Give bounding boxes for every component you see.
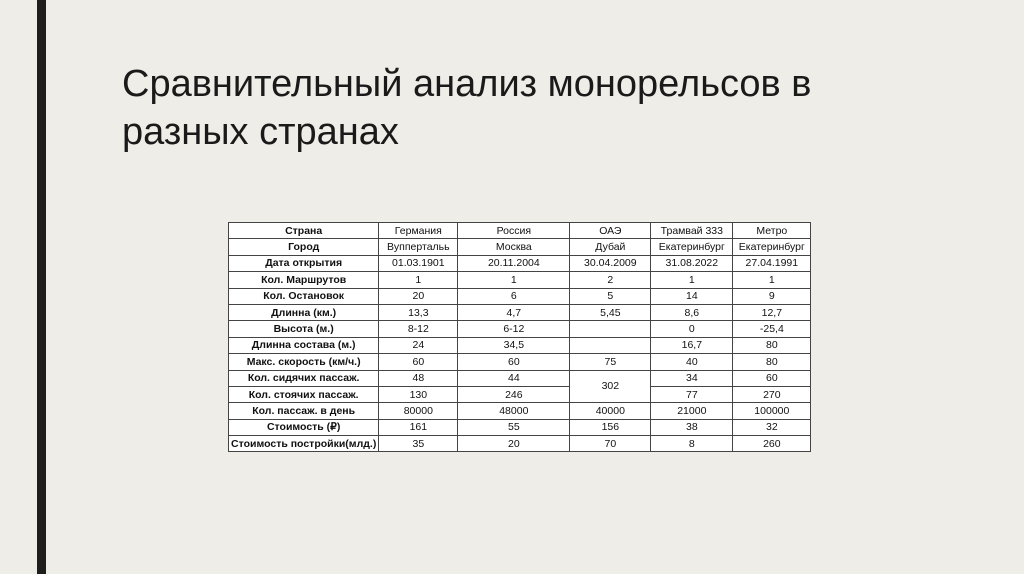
table-cell: 80000 (379, 403, 458, 419)
table-cell (570, 321, 651, 337)
table-cell: 80 (733, 354, 811, 370)
table-cell: 48000 (458, 403, 570, 419)
row-label: Макс. скорость (км/ч.) (229, 354, 379, 370)
table-cell: 24 (379, 337, 458, 353)
table-cell: Екатеринбург (651, 239, 733, 255)
row-label: Длинна (км.) (229, 304, 379, 320)
row-label: Стоимость (₽) (229, 419, 379, 435)
table-row (229, 304, 811, 320)
row-label: Стоимость постройки(млд.) (229, 436, 379, 452)
table-row (229, 337, 811, 353)
table-cell: 70 (570, 436, 651, 452)
table-cell: 80 (733, 337, 811, 353)
row-label: Город (229, 239, 379, 255)
table-cell: -25,4 (733, 321, 811, 337)
table-cell: 5 (570, 288, 651, 304)
table-cell: 260 (733, 436, 811, 452)
table-row (229, 272, 811, 288)
table-cell: 130 (379, 386, 458, 402)
table-cell: 5,45 (570, 304, 651, 320)
comparison-table (228, 222, 811, 452)
table-cell: 0 (651, 321, 733, 337)
table-cell: 27.04.1991 (733, 255, 811, 271)
table-cell: 01.03.1901 (379, 255, 458, 271)
slide-title: Сравнительный анализ монорельсов в разных странах (122, 63, 812, 153)
row-label: Кол. стоячих пассаж. (229, 386, 379, 402)
row-label: Кол. Маршрутов (229, 272, 379, 288)
table-cell: 34,5 (458, 337, 570, 353)
table-cell: 1 (733, 272, 811, 288)
table-cell: 8-12 (379, 321, 458, 337)
table-cell: 40000 (570, 403, 651, 419)
table-cell: 20 (458, 436, 570, 452)
table-cell: 9 (733, 288, 811, 304)
table-cell: 20 (379, 288, 458, 304)
table-cell: Вуппертальь (379, 239, 458, 255)
table-cell: 161 (379, 419, 458, 435)
table-cell: 6 (458, 288, 570, 304)
table-row (229, 370, 811, 386)
table-cell: 13,3 (379, 304, 458, 320)
row-label: Страна (229, 223, 379, 239)
table-cell: 8,6 (651, 304, 733, 320)
table-row (229, 386, 811, 402)
table-cell: 44 (458, 370, 570, 386)
table-cell: Екатеринбург (733, 239, 811, 255)
table-row (229, 255, 811, 271)
table-row (229, 288, 811, 304)
table-cell: ОАЭ (570, 223, 651, 239)
table-cell: 40 (651, 354, 733, 370)
row-label: Высота (м.) (229, 321, 379, 337)
table-cell: 20.11.2004 (458, 255, 570, 271)
table-cell: 32 (733, 419, 811, 435)
table-cell: 21000 (651, 403, 733, 419)
table-cell: 31.08.2022 (651, 255, 733, 271)
table-row (229, 419, 811, 435)
table-row (229, 239, 811, 255)
table-cell (570, 337, 651, 353)
table-cell: 77 (651, 386, 733, 402)
table-cell: 38 (651, 419, 733, 435)
table-cell-merged: 302 (570, 370, 651, 403)
table-row (229, 354, 811, 370)
row-label: Кол. пассаж. в день (229, 403, 379, 419)
table-cell: 100000 (733, 403, 811, 419)
table-cell: Германия (379, 223, 458, 239)
table-cell: Дубай (570, 239, 651, 255)
row-label: Кол. Остановок (229, 288, 379, 304)
table-cell: 270 (733, 386, 811, 402)
table-cell: 35 (379, 436, 458, 452)
table-row (229, 321, 811, 337)
table-cell: 156 (570, 419, 651, 435)
table-cell: 48 (379, 370, 458, 386)
row-label: Длинна состава (м.) (229, 337, 379, 353)
table-cell: 34 (651, 370, 733, 386)
table-cell: 60 (379, 354, 458, 370)
table-cell: Метро (733, 223, 811, 239)
comparison-table-container (228, 222, 811, 452)
table-cell: 1 (458, 272, 570, 288)
table-cell: 30.04.2009 (570, 255, 651, 271)
table-row (229, 223, 811, 239)
table-cell: 1 (651, 272, 733, 288)
table-cell: 14 (651, 288, 733, 304)
row-label: Кол. сидячих пассаж. (229, 370, 379, 386)
accent-bar (37, 0, 46, 574)
table-cell: Москва (458, 239, 570, 255)
table-cell: 246 (458, 386, 570, 402)
table-cell: 6-12 (458, 321, 570, 337)
table-cell: 12,7 (733, 304, 811, 320)
table-row (229, 403, 811, 419)
table-cell: Трамвай 333 (651, 223, 733, 239)
table-cell: 8 (651, 436, 733, 452)
table-cell: 16,7 (651, 337, 733, 353)
table-cell: 2 (570, 272, 651, 288)
table-cell: 1 (379, 272, 458, 288)
table-row (229, 436, 811, 452)
table-cell: 60 (733, 370, 811, 386)
table-cell: 75 (570, 354, 651, 370)
table-cell: 4,7 (458, 304, 570, 320)
table-cell: Россия (458, 223, 570, 239)
row-label: Дата открытия (229, 255, 379, 271)
table-cell: 55 (458, 419, 570, 435)
table-cell: 60 (458, 354, 570, 370)
